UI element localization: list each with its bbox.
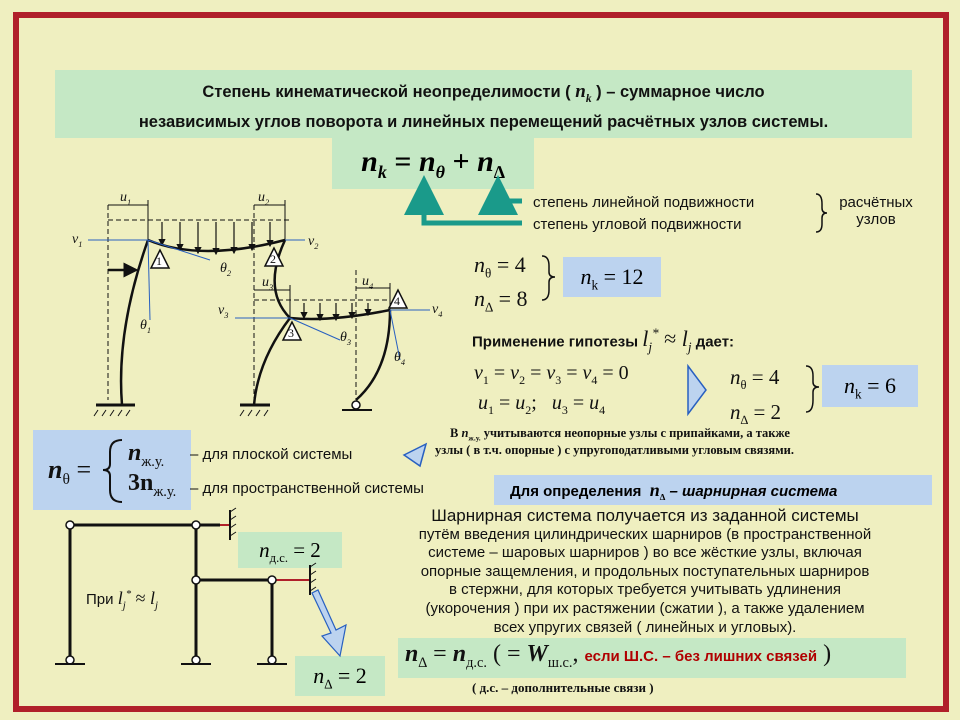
pri-label: При $l_j^* \approx l_j$ — [86, 588, 159, 612]
nodes-label: расчётных узлов — [839, 194, 913, 228]
note-line-2: узлы ( в т.ч. опорные ) с упругоподатливыми угловым связями. — [435, 443, 794, 457]
definition-line-2: независимых углов поворота и линейных перемещений расчётных узлов системы. — [138, 112, 829, 131]
final-footnote: ( д.с. – дополнительные связи ) — [472, 680, 654, 695]
label-u1: $u_1$ — [120, 190, 132, 207]
hinge-description: Шарнирная система получается из заданной системы путём введения цилиндрических шарниров (в пространственной системе – шаровых шарниров ) во все жёсткие узлы, включая опорные защемления, и продольных поступательных шарниров в стержни, для которых требуется учитывать удлинения (укорочения ) при их растяжении (сжатии ), а также удалением всех упругих связей ( линейных и угловых). — [418, 506, 872, 636]
hypothesis-line: Применение гипотезы $l_j^* \approx l_j$ дает: — [472, 326, 735, 355]
u-equalities: $u_1 = u_2$; $u_3 = u_4$ — [478, 392, 606, 417]
node-1-label: 1 — [156, 254, 162, 268]
label-v3: $v_3$ — [218, 303, 229, 320]
deformed-frame — [88, 200, 430, 416]
counts-brace-1 — [542, 256, 555, 300]
counts-second: $n_\theta = 4$ $n_\Delta = 2$ — [730, 365, 782, 428]
n-ds-box: $n_{д.с.} = 2$ — [238, 532, 342, 568]
label-theta4: $\theta_4$ — [394, 350, 406, 367]
nk-6-box: $n_k = 6$ — [822, 365, 918, 407]
label-u2: $u_2$ — [258, 190, 270, 207]
label-theta1: $\theta_1$ — [140, 318, 152, 335]
case-space-text: – для пространственной системы — [190, 480, 424, 497]
case-plane: $n_{ж.у.}$ — [128, 440, 165, 470]
label-u4: $u_4$ — [362, 274, 374, 291]
label-u3: $u_3$ — [262, 275, 274, 292]
counts-first: $n_\theta = 4$ $n_\Delta = 8$ — [474, 252, 528, 315]
hinge-system-box: Для определения $n_\Delta$ – шарнирная система — [494, 475, 932, 505]
final-formula: $n_\Delta = n_{д.с.}$ ( = $W_{ш.с.}$, если Ш.С. – без лишних связей ) — [405, 641, 832, 671]
n-theta-brace — [103, 440, 122, 502]
label-v2: $v_2$ — [308, 234, 319, 251]
label-v1: $v_1$ — [72, 232, 83, 249]
case-plane-text: – для плоской системы — [190, 446, 353, 463]
note-line-1: В $n_{ж.у.}$ учитываются неопорные узлы с припайками, а также — [450, 426, 790, 443]
counts-brace-2 — [806, 366, 819, 412]
implies-arrow — [688, 366, 706, 414]
hinge-frame — [55, 508, 316, 664]
main-formula: $n_k = n_\theta + n_\Delta$ — [332, 137, 534, 189]
nk-symbol: $n_k$ — [575, 81, 592, 105]
case-space: $3n_{ж.у.}$ — [128, 470, 177, 500]
v-equalities: $v_1 = v_2 = v_3 = v_4 = 0$ — [474, 362, 629, 387]
nodes-brace — [816, 194, 827, 232]
label-theta2: $\theta_2$ — [220, 261, 232, 278]
label-v4: $v_4$ — [432, 302, 443, 319]
node-3-label: 3 — [288, 326, 294, 340]
note-arrow — [404, 444, 426, 466]
label-theta3: $\theta_3$ — [340, 330, 352, 347]
angular-mobility-label: степень угловой подвижности — [533, 216, 742, 233]
node-2-label: 2 — [270, 252, 276, 266]
down-arrow — [312, 590, 346, 656]
n-delta-box: $n_\Delta = 2$ — [295, 656, 385, 696]
node-4-label: 4 — [394, 294, 400, 308]
n-theta-lhs: $n_\theta$ = — [48, 455, 92, 489]
linear-mobility-label: степень линейной подвижности — [533, 194, 755, 211]
linear-arrow — [498, 180, 522, 201]
definition-line-1: Степень кинематической неопределимости ( $n_k$ ) – суммарное число — [202, 81, 765, 105]
nk-12-box: $n_k = 12$ — [563, 257, 661, 297]
